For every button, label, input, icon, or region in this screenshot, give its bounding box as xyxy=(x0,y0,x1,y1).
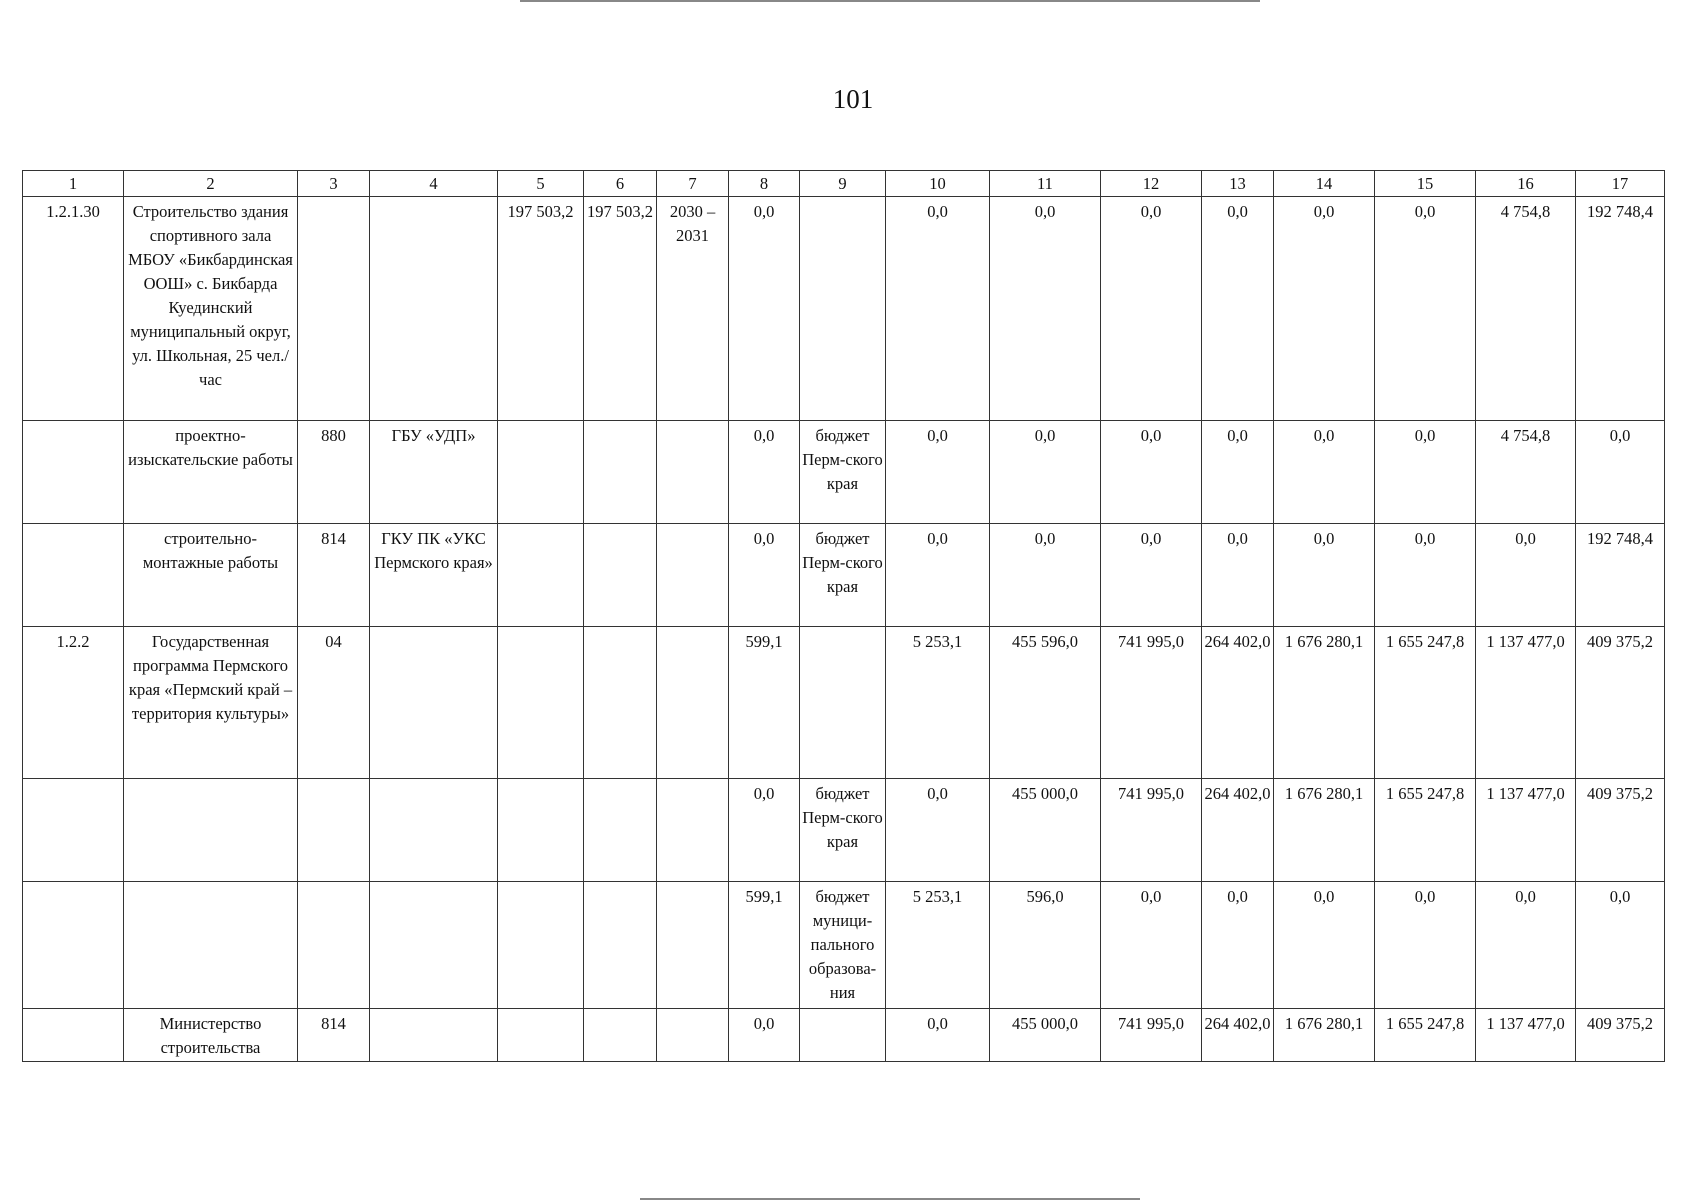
table-cell xyxy=(657,882,729,1009)
table-cell: 0,0 xyxy=(1274,524,1375,627)
table-cell: 0,0 xyxy=(1576,421,1665,524)
table-cell: бюджет Перм-ского края xyxy=(800,779,886,882)
table-cell: 197 503,2 xyxy=(584,197,657,421)
table-cell: 192 748,4 xyxy=(1576,197,1665,421)
table-cell: Государственная программа Пермского края «Пермский край – территория культуры» xyxy=(124,627,298,779)
column-header: 8 xyxy=(729,171,800,197)
table-cell: бюджет муници-пального образова-ния xyxy=(800,882,886,1009)
table-cell xyxy=(657,524,729,627)
table-cell: 0,0 xyxy=(886,779,990,882)
table-cell: 197 503,2 xyxy=(498,197,584,421)
table-cell: 0,0 xyxy=(1375,421,1476,524)
table-cell: 0,0 xyxy=(729,421,800,524)
table-cell: 4 754,8 xyxy=(1476,197,1576,421)
table-cell xyxy=(800,197,886,421)
table-cell: 0,0 xyxy=(886,421,990,524)
table-cell xyxy=(298,197,370,421)
table-cell: 0,0 xyxy=(1202,197,1274,421)
table-cell: проектно-изыскательские работы xyxy=(124,421,298,524)
table-cell: 5 253,1 xyxy=(886,882,990,1009)
table-cell xyxy=(370,197,498,421)
table-cell: 814 xyxy=(298,1009,370,1062)
table-cell: бюджет Перм-ского края xyxy=(800,421,886,524)
table-cell: ГКУ ПК «УКС Пермского края» xyxy=(370,524,498,627)
table-cell xyxy=(498,421,584,524)
table-cell xyxy=(370,627,498,779)
table-cell: 1 676 280,1 xyxy=(1274,1009,1375,1062)
table-cell xyxy=(584,779,657,882)
column-header: 14 xyxy=(1274,171,1375,197)
table-cell xyxy=(800,1009,886,1062)
table-cell: 599,1 xyxy=(729,882,800,1009)
table-cell xyxy=(584,1009,657,1062)
column-header: 13 xyxy=(1202,171,1274,197)
header-row xyxy=(23,171,1665,197)
table-cell: 0,0 xyxy=(1202,421,1274,524)
table-cell: 1 676 280,1 xyxy=(1274,779,1375,882)
table-cell: 0,0 xyxy=(1476,882,1576,1009)
table-cell: 0,0 xyxy=(1101,421,1202,524)
table-cell: 1 137 477,0 xyxy=(1476,1009,1576,1062)
table-cell xyxy=(584,627,657,779)
table-cell xyxy=(657,627,729,779)
table-cell: 4 754,8 xyxy=(1476,421,1576,524)
table-cell: 0,0 xyxy=(1202,882,1274,1009)
table-cell: 599,1 xyxy=(729,627,800,779)
table-cell xyxy=(498,627,584,779)
table-cell xyxy=(657,1009,729,1062)
table-cell xyxy=(23,1009,124,1062)
table-cell xyxy=(800,627,886,779)
table-cell: 192 748,4 xyxy=(1576,524,1665,627)
table-cell: 0,0 xyxy=(1274,421,1375,524)
page-number: 101 xyxy=(832,84,874,114)
table-cell: 0,0 xyxy=(990,421,1101,524)
table-cell: 0,0 xyxy=(1101,197,1202,421)
column-header: 7 xyxy=(657,171,729,197)
column-header: 1 xyxy=(23,171,124,197)
table-cell: 455 000,0 xyxy=(990,779,1101,882)
table-cell: 1 137 477,0 xyxy=(1476,779,1576,882)
table-cell: 264 402,0 xyxy=(1202,1009,1274,1062)
table-cell: 741 995,0 xyxy=(1101,779,1202,882)
table-cell: 409 375,2 xyxy=(1576,627,1665,779)
column-header: 6 xyxy=(584,171,657,197)
column-header: 16 xyxy=(1476,171,1576,197)
column-header: 3 xyxy=(298,171,370,197)
table-cell xyxy=(23,779,124,882)
column-header: 2 xyxy=(124,171,298,197)
table-cell: 0,0 xyxy=(886,1009,990,1062)
budget-table xyxy=(22,170,1665,1062)
table-cell: 0,0 xyxy=(1274,197,1375,421)
table-cell: строительно-монтажные работы xyxy=(124,524,298,627)
table-cell xyxy=(584,524,657,627)
table-cell xyxy=(124,779,298,882)
table-cell: 409 375,2 xyxy=(1576,1009,1665,1062)
table-cell xyxy=(124,882,298,1009)
table-cell xyxy=(23,882,124,1009)
table-cell: 0,0 xyxy=(1476,524,1576,627)
table-cell: 0,0 xyxy=(1375,882,1476,1009)
table-cell: бюджет Перм-ского края xyxy=(800,524,886,627)
table-cell: 0,0 xyxy=(1375,197,1476,421)
table-cell: 455 000,0 xyxy=(990,1009,1101,1062)
table-cell: 0,0 xyxy=(729,524,800,627)
table-cell: 0,0 xyxy=(1375,524,1476,627)
table-cell: ГБУ «УДП» xyxy=(370,421,498,524)
table-cell: Министерство строительства xyxy=(124,1009,298,1062)
column-header: 11 xyxy=(990,171,1101,197)
table-row xyxy=(23,627,1665,779)
table-cell xyxy=(370,882,498,1009)
table-row xyxy=(23,421,1665,524)
table-cell: 1 655 247,8 xyxy=(1375,627,1476,779)
table-cell: 0,0 xyxy=(1202,524,1274,627)
table-cell xyxy=(584,882,657,1009)
table-cell: 2030 – 2031 xyxy=(657,197,729,421)
table-cell: 0,0 xyxy=(1101,524,1202,627)
table-cell: 1.2.2 xyxy=(23,627,124,779)
table-cell xyxy=(298,779,370,882)
table-cell: 814 xyxy=(298,524,370,627)
table-cell: 1 676 280,1 xyxy=(1274,627,1375,779)
column-header: 15 xyxy=(1375,171,1476,197)
table-cell: 5 253,1 xyxy=(886,627,990,779)
table-cell xyxy=(370,1009,498,1062)
column-header: 9 xyxy=(800,171,886,197)
table-cell: 880 xyxy=(298,421,370,524)
table-cell: 0,0 xyxy=(729,779,800,882)
table-cell: 1 655 247,8 xyxy=(1375,779,1476,882)
scan-edge-top xyxy=(520,0,1260,2)
table-cell xyxy=(498,882,584,1009)
table-row xyxy=(23,779,1665,882)
table-cell xyxy=(657,421,729,524)
table-cell: 1 137 477,0 xyxy=(1476,627,1576,779)
table-row xyxy=(23,882,1665,1009)
table-cell xyxy=(584,421,657,524)
column-header: 17 xyxy=(1576,171,1665,197)
table-cell: 1 655 247,8 xyxy=(1375,1009,1476,1062)
table-cell xyxy=(498,524,584,627)
column-header: 4 xyxy=(370,171,498,197)
table-cell: 264 402,0 xyxy=(1202,627,1274,779)
table-cell xyxy=(298,882,370,1009)
table-cell: 0,0 xyxy=(990,197,1101,421)
column-header: 5 xyxy=(498,171,584,197)
table-cell xyxy=(23,421,124,524)
table-cell: 0,0 xyxy=(886,197,990,421)
table-cell: 0,0 xyxy=(990,524,1101,627)
table-cell: 455 596,0 xyxy=(990,627,1101,779)
table-cell: 0,0 xyxy=(1274,882,1375,1009)
table-cell xyxy=(23,524,124,627)
table-cell: 741 995,0 xyxy=(1101,1009,1202,1062)
table-cell xyxy=(370,779,498,882)
column-header: 10 xyxy=(886,171,990,197)
table-cell: 0,0 xyxy=(886,524,990,627)
table-cell: Строительство здания спортивного зала МБОУ «Бикбардинская ООШ» с. Бикбарда Куединский муниципальный округ, ул. Школьная, 25 чел./час xyxy=(124,197,298,421)
table-cell: 409 375,2 xyxy=(1576,779,1665,882)
table-cell: 0,0 xyxy=(1576,882,1665,1009)
table-cell: 264 402,0 xyxy=(1202,779,1274,882)
table-cell: 04 xyxy=(298,627,370,779)
column-header: 12 xyxy=(1101,171,1202,197)
table-cell: 596,0 xyxy=(990,882,1101,1009)
table-cell xyxy=(498,1009,584,1062)
table-row xyxy=(23,1009,1665,1062)
table-cell: 0,0 xyxy=(1101,882,1202,1009)
table-cell: 1.2.1.30 xyxy=(23,197,124,421)
table-cell xyxy=(498,779,584,882)
table-cell: 0,0 xyxy=(729,1009,800,1062)
table-cell xyxy=(657,779,729,882)
table-cell: 741 995,0 xyxy=(1101,627,1202,779)
table-row xyxy=(23,197,1665,421)
table-row xyxy=(23,524,1665,627)
table-cell: 0,0 xyxy=(729,197,800,421)
